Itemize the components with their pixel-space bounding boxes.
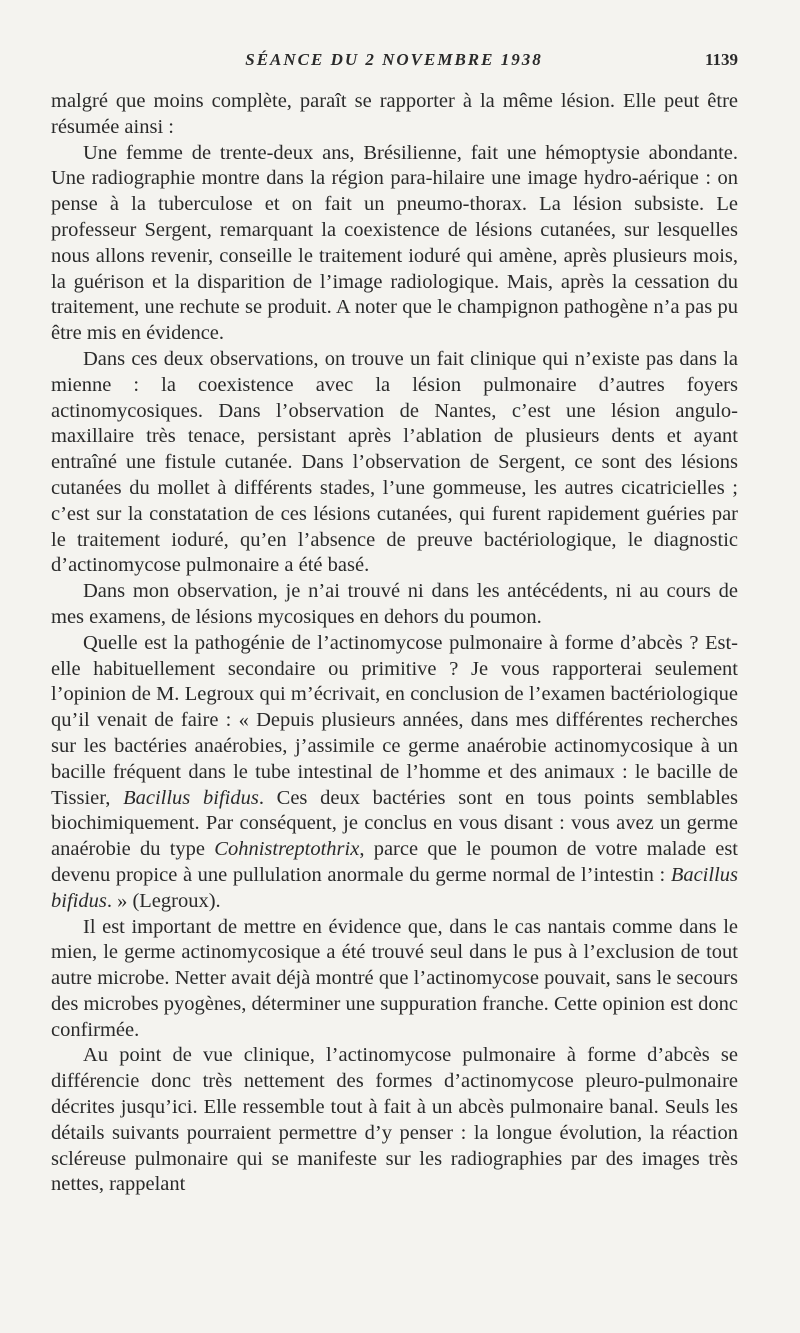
text-segment: . Ces deux bactéries sont en tous points semblables biochimiquement. Par conséquent, je conclus en vous disant : vous avez un germe anaérobie du type (51, 786, 738, 861)
text-segment: , parce que le poumon de votre malade est devenu propice à une pullulation anormale du germe normal de l’intestin : (51, 838, 738, 886)
text-segment: Quelle est la pathogénie de l’actinomycose pulmonaire à forme d’abcès ? Est-elle habituellement secondaire ou primitive ? Je vous rapporterai seulement l’opinion de M. Legroux qui m’écrivait, en conclusion de l’examen bactériologique qu’il venait de faire : « Depuis plusieurs années, dans mes différentes recherches sur les bactéries anaérobies, j’assimile ce germe anaérobie actinomycosique à un bacille fréquent dans le tube intestinal de l’homme et des animaux : le bacille de Tissier, (51, 631, 738, 809)
text-segment: . » (Legroux). (106, 889, 221, 912)
paragraph (51, 1043, 738, 1198)
paragraph (51, 347, 738, 579)
text-segment: Il est important de mettre en évidence que, dans le cas nantais comme dans le mien, le germe actinomycosique a été trouvé seul dans le pus à l’exclusion de tout autre microbe. Netter avait déjà montré que l’actinomycose pouvait, sans le secours des microbes pyogènes, déterminer une suppuration franche. Cette opinion est donc confirmée. (51, 915, 738, 1041)
page-number: 1139 (704, 50, 738, 69)
species-name: Bacillus bifidus (123, 786, 259, 809)
text-segment: malgré que moins complète, paraît se rapporter à la même lésion. Elle peut être résumée ainsi : (51, 90, 738, 138)
genus-name: Cohnistreptothrix (214, 838, 360, 861)
paragraph (51, 141, 738, 347)
text-segment: Au point de vue clinique, l’actinomycose pulmonaire à forme d’abcès se différencie donc très nettement des formes d’actinomycose pleuro-pulmonaire décrites jusqu’ici. Elle ressemble tout à fait à un abcès pulmonaire banal. Seuls les détails suivants pourraient permettre d’y penser : la longue évolution, la réaction scléreuse pulmonaire qui se manifeste sur les radiographies par des images très nettes, rappelant (51, 1044, 738, 1196)
paragraph (51, 631, 738, 915)
text-segment: Dans ces deux observations, on trouve un fait clinique qui n’existe pas dans la mienne : la coexistence avec la lésion pulmonaire d’autres foyers actinomycosiques. Dans l’observation de Nantes, c’est une lésion angulo-maxillaire très tenace, persistant après l’ablation de plusieurs dents et ayant entraîné une fistule cutanée. Dans l’observation de Sergent, ce sont des lésions cutanées du mollet à différents stades, l’une gommeuse, les autres cicatricielles ; c’est sur la constatation de ces lésions cutanées, qui furent rapidement guéries par le traitement ioduré, qu’en l’absence de preuve bactériologique, le diagnostic d’actinomycose pulmonaire a été basé. (51, 347, 738, 577)
text-segment: Une femme de trente-deux ans, Brésilienne, fait une hémoptysie abondante. Une radiographie montre dans la région para-hilaire une image hydro-aérique : on pense à la tuberculose et on fait un pneumo-thorax. La lésion subsiste. Le professeur Sergent, remarquant la coexistence de lésions cutanées, sur lesquelles nous allons revenir, conseille le traitement ioduré qui amène, après plusieurs mois, la guérison et la disparition de l’image radiologique. Mais, après la cessation du traitement, une rechute se produit. A noter que le champignon pathogène n’a pas pu être mis en évidence. (51, 141, 738, 345)
paragraph-continued (51, 89, 738, 141)
species-name: Bacillus bifidus (51, 863, 738, 912)
paragraph (51, 915, 738, 1044)
article-body (51, 89, 738, 1198)
page-header (50, 46, 738, 74)
running-head: SÉANCE DU 2 NOVEMBRE 1938 (245, 50, 543, 69)
text-segment: Dans mon observation, je n’ai trouvé ni dans les antécédents, ni au cours de mes examens, de lésions mycosiques en dehors du poumon. (51, 580, 738, 628)
paragraph (51, 579, 738, 631)
